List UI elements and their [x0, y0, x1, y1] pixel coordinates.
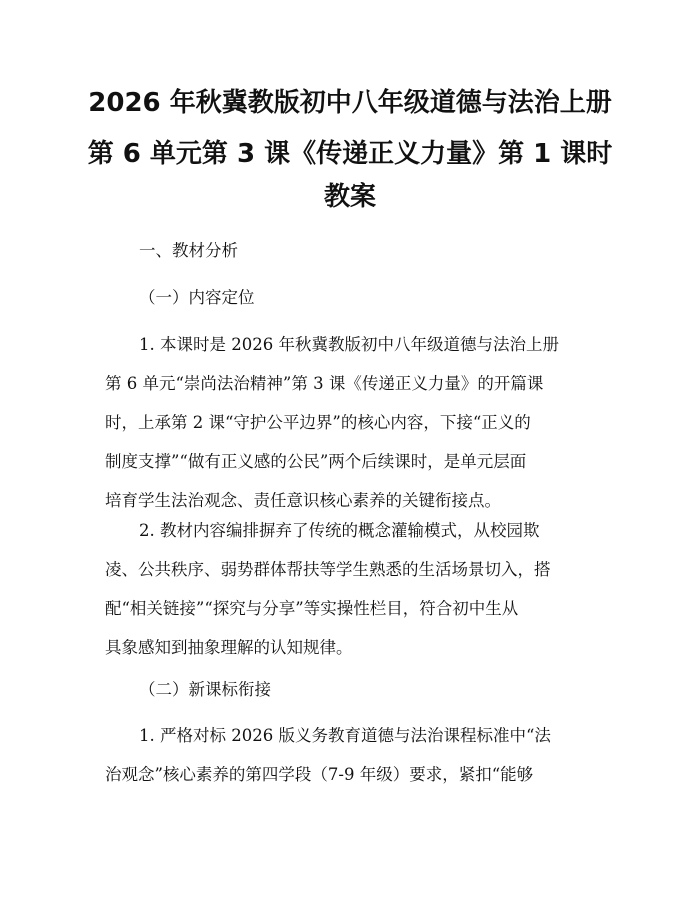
document-title-line-3: 教案	[323, 182, 376, 212]
paragraph-3-line: 治观念”核心素养的第四学段（7-9 年级）要求，紧扣“能够	[105, 765, 534, 784]
paragraph-3	[105, 716, 625, 794]
paragraph-2-line: 2. 教材内容编排摒弃了传统的概念灌输模式，从校园欺	[139, 521, 540, 540]
paragraph-1-line: 第 6 单元“崇尚法治精神”第 3 课《传递正义力量》的开篇课	[105, 374, 544, 393]
paragraph-3-line: 1. 严格对标 2026 版义务教育道德与法治课程标准中“法	[139, 726, 551, 745]
paragraph-2-line: 凌、公共秩序、弱势群体帮扶等学生熟悉的生活场景切入，搭	[105, 560, 551, 579]
paragraph-2-line: 具象感知到抽象理解的认知规律。	[105, 638, 353, 657]
paragraph-2	[105, 511, 625, 667]
paragraph-1-line: 培育学生法治观念、责任意识核心素养的关键衔接点。	[105, 491, 501, 510]
paragraph-1-line: 时，上承第 2 课“守护公平边界”的核心内容，下接“正义的	[105, 413, 531, 432]
subsection-heading-1: （一）内容定位	[139, 288, 255, 307]
paragraph-1-line: 制度支撑”“做有正义感的公民”两个后续课时，是单元层面	[105, 452, 527, 471]
paragraph-1-line: 1. 本课时是 2026 年秋冀教版初中八年级道德与法治上册	[139, 335, 559, 354]
section-heading: 一、教材分析	[139, 241, 238, 260]
paragraph-1	[105, 325, 625, 520]
document-title-line-1: 2026 年秋冀教版初中八年级道德与法治上册	[88, 88, 612, 118]
paragraph-2-line: 配“相关链接”“探究与分享”等实操性栏目，符合初中生从	[105, 599, 519, 618]
document-title-line-2: 第 6 单元第 3 课《传递正义力量》第 1 课时	[87, 139, 613, 169]
subsection-heading-2: （二）新课标衔接	[139, 680, 271, 699]
